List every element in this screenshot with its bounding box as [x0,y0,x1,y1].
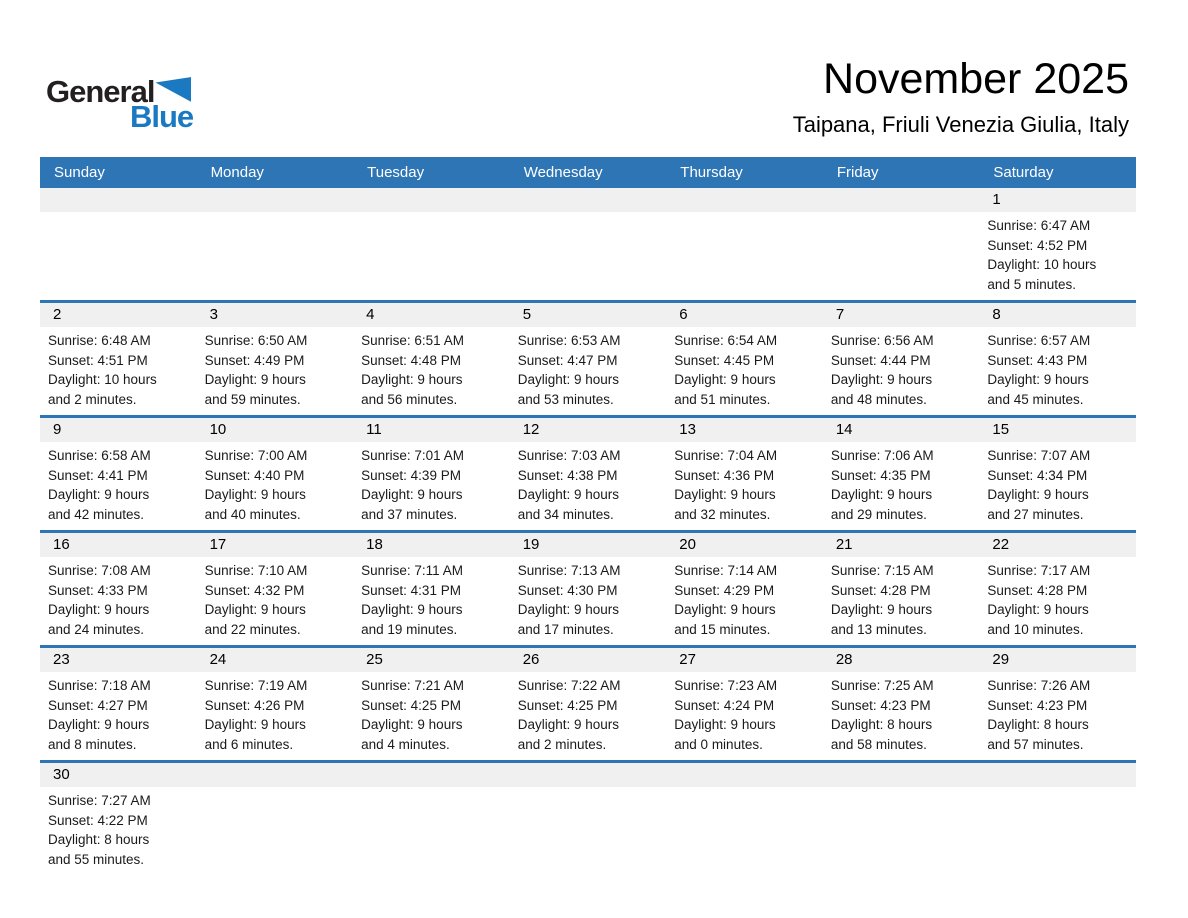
sunset-text: Sunset: 4:30 PM [517,582,618,598]
daylight-text-line1: Daylight: 9 hours [674,717,776,732]
day-details [197,672,354,760]
sunset-text: Sunset: 4:35 PM [830,467,931,483]
calendar-cell-day-15 [979,418,1136,530]
daylight-text-line2: and 2 minutes. [48,391,137,407]
calendar-cell-day-8 [979,303,1136,415]
calendar-cell-day-2 [40,303,197,415]
sunset-text: Sunset: 4:45 PM [674,352,775,368]
calendar-cell-day-23 [40,648,197,760]
calendar-cell-day-13 [666,418,823,530]
sunset-text: Sunset: 4:51 PM [48,352,148,368]
daylight-text-line2: and 8 minutes. [48,736,137,752]
day-number: 26 [522,651,540,668]
sunrise-text: Sunrise: 6:48 AM [48,333,151,348]
daylight-text-line2: and 59 minutes. [204,391,301,407]
day-details [666,672,823,760]
sunset-text: Sunset: 4:23 PM [830,697,931,713]
day-number: 21 [835,536,853,553]
day-details [666,327,823,415]
daylight-text-line1: Daylight: 9 hours [517,602,620,617]
sunset-text: Sunset: 4:28 PM [987,582,1088,598]
sunset-text: Sunset: 4:24 PM [674,697,775,713]
day-number: 5 [522,306,532,323]
daylight-text-line1: Daylight: 9 hours [361,602,463,617]
day-details [197,557,354,645]
day-number: 29 [992,651,1010,668]
day-details [823,327,980,415]
calendar-cell-day-21 [823,533,980,645]
daylight-text-line1: Daylight: 9 hours [830,372,933,387]
calendar-cell-empty [353,188,510,300]
day-details [823,557,980,645]
sunrise-text: Sunrise: 7:21 AM [361,678,464,693]
weekday-sunday: Sunday [54,164,105,181]
sunrise-text: Sunrise: 7:19 AM [204,678,308,693]
daylight-text-line2: and 13 minutes. [830,621,927,637]
daylight-text-line2: and 34 minutes. [517,506,614,522]
day-details [510,557,667,645]
weekday-header-row [40,157,1136,188]
daylight-text-line2: and 40 minutes. [204,506,301,522]
daylight-text-line2: and 37 minutes. [361,506,458,522]
calendar-cell-empty [979,763,1136,875]
sunrise-text: Sunrise: 7:01 AM [361,448,464,463]
day-details [510,672,667,760]
day-details [197,442,354,530]
sunset-text: Sunset: 4:41 PM [48,467,148,483]
sunset-text: Sunset: 4:31 PM [361,582,461,598]
day-details [353,557,510,645]
daylight-text-line1: Daylight: 9 hours [517,487,620,502]
day-number: 18 [366,536,383,553]
calendar-cell-day-3 [197,303,354,415]
sunrise-text: Sunrise: 7:10 AM [204,563,308,578]
calendar-cell-day-11 [353,418,510,530]
calendar-cell-day-7 [823,303,980,415]
calendar-cell-day-27 [666,648,823,760]
day-number: 13 [679,421,696,438]
logo-text-blue: Blue [130,99,194,134]
day-details [353,672,510,760]
sunset-text: Sunset: 4:33 PM [48,582,148,598]
daylight-text-line2: and 45 minutes. [987,391,1084,407]
daylight-text-line1: Daylight: 9 hours [204,717,306,732]
daylight-text-line1: Daylight: 9 hours [204,372,306,387]
daylight-text-line2: and 0 minutes. [674,736,763,752]
calendar-cell-day-26 [510,648,667,760]
weekday-friday: Friday [836,164,879,181]
calendar-cell-empty [197,763,354,875]
daylight-text-line1: Daylight: 8 hours [987,717,1089,732]
daylight-text-line2: and 10 minutes. [987,621,1084,637]
weekday-monday: Monday [210,164,264,181]
sunset-text: Sunset: 4:29 PM [674,582,775,598]
sunrise-text: Sunrise: 7:08 AM [48,563,151,578]
week-row [40,645,1136,760]
sunset-text: Sunset: 4:38 PM [517,467,618,483]
general-blue-logo [46,76,193,132]
sunrise-text: Sunrise: 6:47 AM [987,218,1091,233]
weekday-thursday: Thursday [680,164,743,181]
daylight-text-line2: and 29 minutes. [830,506,927,522]
day-number: 14 [835,421,853,438]
week-row [40,760,1136,875]
sunrise-text: Sunrise: 6:57 AM [987,333,1091,348]
calendar-cell-day-25 [353,648,510,760]
sunrise-text: Sunrise: 7:22 AM [517,678,621,693]
daylight-text-line2: and 24 minutes. [48,621,145,637]
day-number: 10 [209,421,227,438]
daylight-text-line2: and 5 minutes. [987,276,1076,292]
sunrise-text: Sunrise: 7:18 AM [48,678,151,693]
daylight-text-line2: and 22 minutes. [204,621,301,637]
daylight-text-line1: Daylight: 9 hours [48,717,150,732]
logo-text-general: General [46,74,155,109]
daylight-text-line1: Daylight: 9 hours [830,602,933,617]
sunset-text: Sunset: 4:48 PM [361,352,461,368]
sunset-text: Sunset: 4:22 PM [48,812,148,828]
calendar-cell-empty [823,188,980,300]
day-details [40,672,197,760]
calendar-cell-day-20 [666,533,823,645]
daylight-text-line1: Daylight: 9 hours [48,602,150,617]
sunset-text: Sunset: 4:47 PM [517,352,618,368]
day-details [823,442,980,530]
day-details [979,212,1136,300]
weekday-wednesday: Wednesday [523,164,603,181]
daylight-text-line2: and 15 minutes. [674,621,771,637]
page-title: November 2025 [823,55,1129,103]
sunrise-text: Sunrise: 6:51 AM [361,333,464,348]
day-number: 23 [53,651,70,668]
daylight-text-line2: and 56 minutes. [361,391,458,407]
day-details [40,327,197,415]
calendar-cell-empty [666,188,823,300]
sunset-text: Sunset: 4:49 PM [204,352,305,368]
day-details [979,327,1136,415]
sunrise-text: Sunrise: 7:27 AM [48,793,151,808]
calendar-cell-empty [510,188,667,300]
calendar-cell-day-1 [979,188,1136,300]
sunset-text: Sunset: 4:40 PM [204,467,305,483]
sunrise-text: Sunrise: 7:04 AM [674,448,778,463]
daylight-text-line2: and 48 minutes. [830,391,927,407]
day-details [510,442,667,530]
daylight-text-line1: Daylight: 9 hours [987,602,1089,617]
calendar-cell-day-18 [353,533,510,645]
day-number: 3 [209,306,218,323]
sunrise-text: Sunrise: 7:00 AM [204,448,308,463]
day-details [979,442,1136,530]
day-details [353,327,510,415]
sunrise-text: Sunrise: 7:25 AM [830,678,934,693]
calendar-cell-day-5 [510,303,667,415]
weekday-saturday: Saturday [993,164,1054,181]
sunset-text: Sunset: 4:34 PM [987,467,1088,483]
daylight-text-line1: Daylight: 9 hours [674,602,776,617]
daylight-text-line2: and 19 minutes. [361,621,458,637]
day-number: 19 [522,536,540,553]
sunrise-text: Sunrise: 7:13 AM [517,563,621,578]
calendar-cell-day-9 [40,418,197,530]
day-details [823,672,980,760]
day-number: 22 [992,536,1010,553]
day-number: 4 [366,306,375,323]
day-number: 9 [53,421,62,438]
day-details [666,557,823,645]
daylight-text-line2: and 27 minutes. [987,506,1084,522]
sunrise-text: Sunrise: 7:26 AM [987,678,1091,693]
sunrise-text: Sunrise: 7:23 AM [674,678,778,693]
day-number: 7 [835,306,845,323]
calendar-cell-day-6 [666,303,823,415]
day-number: 24 [209,651,227,668]
day-number: 15 [992,421,1010,438]
week-row [40,188,1136,300]
calendar-cell-day-28 [823,648,980,760]
sunset-text: Sunset: 4:44 PM [830,352,931,368]
daylight-text-line1: Daylight: 9 hours [361,487,463,502]
calendar-cell-empty [197,188,354,300]
sunset-text: Sunset: 4:25 PM [517,697,618,713]
day-number: 8 [992,306,1001,323]
daylight-text-line1: Daylight: 8 hours [48,832,150,847]
sunrise-text: Sunrise: 6:56 AM [830,333,934,348]
calendar-cell-day-10 [197,418,354,530]
day-number: 2 [53,306,62,323]
day-number: 12 [522,421,540,438]
sunrise-text: Sunrise: 6:58 AM [48,448,151,463]
day-number: 30 [53,766,70,783]
daylight-text-line2: and 58 minutes. [830,736,927,752]
daylight-text-line1: Daylight: 9 hours [987,487,1089,502]
day-details [40,557,197,645]
day-number: 17 [209,536,227,553]
day-details [979,672,1136,760]
sunrise-text: Sunrise: 7:03 AM [517,448,621,463]
calendar-cell-day-16 [40,533,197,645]
sunrise-text: Sunrise: 7:06 AM [830,448,934,463]
sunrise-text: Sunrise: 7:14 AM [674,563,778,578]
calendar-cell-day-14 [823,418,980,530]
sunset-text: Sunset: 4:52 PM [987,237,1088,253]
day-number: 6 [679,306,688,323]
sunset-text: Sunset: 4:23 PM [987,697,1088,713]
day-details [510,327,667,415]
day-details [979,557,1136,645]
daylight-text-line1: Daylight: 9 hours [674,487,776,502]
day-details [40,442,197,530]
calendar-cell-empty [353,763,510,875]
sunset-text: Sunset: 4:36 PM [674,467,775,483]
daylight-text-line1: Daylight: 9 hours [48,487,150,502]
daylight-text-line1: Daylight: 9 hours [517,717,620,732]
daylight-text-line2: and 57 minutes. [987,736,1084,752]
sunset-text: Sunset: 4:39 PM [361,467,461,483]
calendar-cell-day-24 [197,648,354,760]
calendar-cell-empty [40,188,197,300]
daylight-text-line1: Daylight: 9 hours [830,487,933,502]
calendar-cell-empty [823,763,980,875]
daylight-text-line2: and 6 minutes. [204,736,294,752]
week-row [40,415,1136,530]
week-row [40,300,1136,415]
daylight-text-line2: and 2 minutes. [517,736,607,752]
daylight-text-line2: and 53 minutes. [517,391,614,407]
day-number: 11 [366,421,382,438]
calendar-cell-day-4 [353,303,510,415]
day-number: 1 [992,191,1001,208]
day-number: 16 [53,536,70,553]
daylight-text-line2: and 51 minutes. [674,391,771,407]
sunset-text: Sunset: 4:43 PM [987,352,1088,368]
daylight-text-line2: and 17 minutes. [517,621,614,637]
daylight-text-line1: Daylight: 8 hours [830,717,933,732]
sunrise-text: Sunrise: 6:50 AM [204,333,308,348]
page-subtitle-location: Taipana, Friuli Venezia Giulia, Italy [792,112,1129,138]
day-number: 28 [835,651,853,668]
calendar-cell-empty [510,763,667,875]
calendar-cell-empty [666,763,823,875]
week-row [40,530,1136,645]
daylight-text-line1: Daylight: 9 hours [361,372,463,387]
daylight-text-line1: Daylight: 9 hours [204,602,306,617]
daylight-text-line2: and 4 minutes. [361,736,450,752]
calendar-cell-day-22 [979,533,1136,645]
day-details [197,327,354,415]
calendar-cell-day-12 [510,418,667,530]
day-details [353,442,510,530]
daylight-text-line1: Daylight: 9 hours [517,372,620,387]
sunrise-text: Sunrise: 6:53 AM [517,333,621,348]
daylight-text-line1: Daylight: 9 hours [987,372,1089,387]
sunset-text: Sunset: 4:32 PM [204,582,305,598]
sunrise-text: Sunrise: 6:54 AM [674,333,778,348]
calendar-cell-day-30 [40,763,197,875]
daylight-text-line1: Daylight: 10 hours [987,257,1097,272]
daylight-text-line1: Daylight: 9 hours [204,487,306,502]
sunset-text: Sunset: 4:27 PM [48,697,148,713]
sunset-text: Sunset: 4:26 PM [204,697,305,713]
sunrise-text: Sunrise: 7:11 AM [361,563,463,578]
calendar-cell-day-29 [979,648,1136,760]
day-number: 25 [366,651,383,668]
daylight-text-line2: and 55 minutes. [48,851,145,867]
calendar-cell-day-17 [197,533,354,645]
daylight-text-line1: Daylight: 10 hours [48,372,157,387]
sunrise-text: Sunrise: 7:15 AM [830,563,934,578]
day-number: 27 [679,651,696,668]
daylight-text-line2: and 42 minutes. [48,506,145,522]
daylight-text-line1: Daylight: 9 hours [674,372,776,387]
day-details [666,442,823,530]
day-details [40,787,197,875]
sunrise-text: Sunrise: 7:17 AM [987,563,1091,578]
daylight-text-line1: Daylight: 9 hours [361,717,463,732]
sunrise-text: Sunrise: 7:07 AM [987,448,1091,463]
day-number: 20 [679,536,696,553]
calendar-table [40,157,1136,875]
calendar-cell-day-19 [510,533,667,645]
sunset-text: Sunset: 4:25 PM [361,697,461,713]
daylight-text-line2: and 32 minutes. [674,506,771,522]
sunset-text: Sunset: 4:28 PM [830,582,931,598]
weekday-tuesday: Tuesday [367,164,425,181]
calendar-weeks [40,188,1136,875]
